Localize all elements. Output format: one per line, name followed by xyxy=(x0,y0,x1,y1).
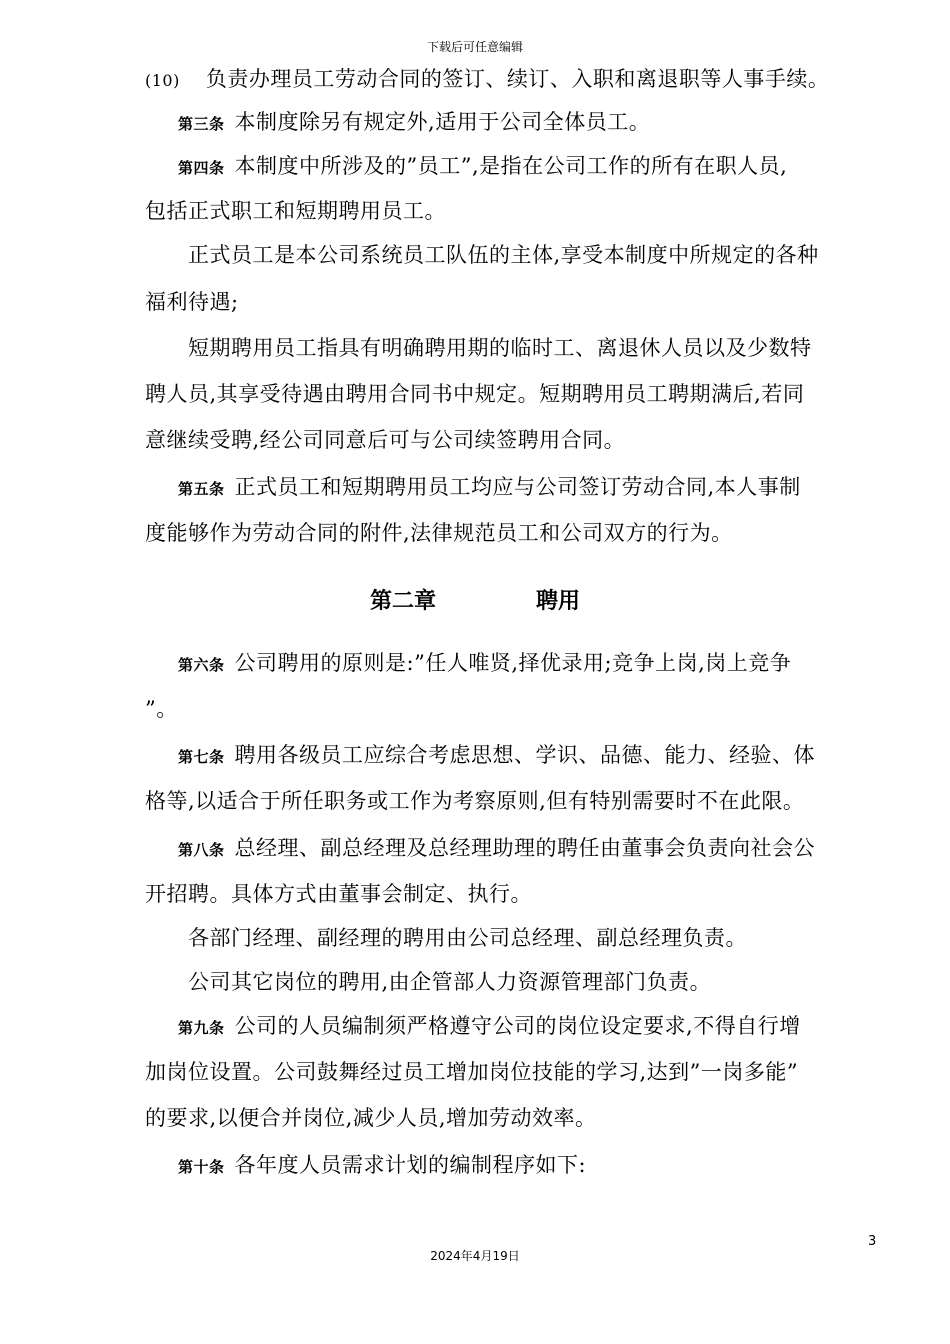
article-label: 第六条 xyxy=(178,656,225,674)
article-7 xyxy=(178,740,913,772)
article-8 xyxy=(178,833,913,865)
paragraph-line: 短期聘用员工指具有明确聘用期的临时工、离退休人员以及少数特 xyxy=(188,336,812,360)
chapter-number: 第二章 xyxy=(369,589,436,614)
paragraph-text: 本制度除另有规定外,适用于公司全体员工。 xyxy=(234,110,651,134)
paragraph-text: 各年度人员需求计划的编制程序如下: xyxy=(234,1153,587,1177)
article-10 xyxy=(178,1150,913,1182)
article-9 xyxy=(178,1011,913,1043)
article-label: 第四条 xyxy=(178,159,225,177)
page-header: 下载后可任意编辑 xyxy=(426,40,523,54)
paragraph-line: 福利待遇; xyxy=(145,290,239,314)
item-number: (10) xyxy=(145,71,180,90)
article-4 xyxy=(178,151,913,183)
article-label: 第十条 xyxy=(178,1158,225,1176)
paragraph-line: 包括正式职工和短期聘用员工。 xyxy=(145,199,446,223)
article-label: 第五条 xyxy=(178,480,225,498)
paragraph-line: ”。 xyxy=(145,697,178,721)
paragraph-line: 聘人员,其享受待遇由聘用合同书中规定。短期聘用员工聘期满后,若同 xyxy=(145,382,805,406)
paragraph-line: 各部门经理、副经理的聘用由公司总经理、副总经理负责。 xyxy=(188,926,747,950)
paragraph-text: 总经理、副总经理及总经理助理的聘任由董事会负责向社会公 xyxy=(234,836,816,860)
article-label: 第七条 xyxy=(178,748,225,766)
paragraph-text: 正式员工和短期聘用员工均应与公司签订劳动合同,本人事制 xyxy=(234,475,801,499)
paragraph-line: 度能够作为劳动合同的附件,法律规范员工和公司双方的行为。 xyxy=(145,521,733,545)
paragraph-line: 公司其它岗位的聘用,由企管部人力资源管理部门负责。 xyxy=(188,970,712,994)
article-3 xyxy=(178,107,913,139)
paragraph-text: 公司聘用的原则是:”任人唯贤,择优录用;竞争上岗,岗上竞争 xyxy=(234,651,792,675)
article-5 xyxy=(178,472,913,504)
paragraph-line: 加岗位设置。公司鼓舞经过员工增加岗位技能的学习,达到”一岗多能” xyxy=(145,1060,799,1084)
article-6 xyxy=(178,648,913,680)
article-label: 第八条 xyxy=(178,841,225,859)
article-label: 第三条 xyxy=(178,115,225,133)
paragraph-line: 正式员工是本公司系统员工队伍的主体,享受本制度中所规定的各种 xyxy=(188,243,819,267)
page-footer-date: 2024年4月19日 xyxy=(430,1249,520,1263)
paragraph-line: 开招聘。具体方式由董事会制定、执行。 xyxy=(145,882,532,906)
chapter-name: 聘用 xyxy=(536,589,581,614)
paragraph-text: 负责办理员工劳动合同的签订、续订、入职和离退职等人事手续。 xyxy=(205,67,830,91)
list-item-10 xyxy=(145,64,880,96)
paragraph-text: 公司的人员编制须严格遵守公司的岗位设定要求,不得自行增 xyxy=(234,1014,801,1038)
paragraph-text: 本制度中所涉及的”员工”,是指在公司工作的所有在职人员, xyxy=(234,154,788,178)
paragraph-line: 的要求,以便合并岗位,减少人员,增加劳动效率。 xyxy=(145,1106,597,1130)
page-number: 3 xyxy=(868,1234,877,1249)
article-label: 第九条 xyxy=(178,1019,225,1037)
chapter-title xyxy=(0,584,950,615)
paragraph-text: 聘用各级员工应综合考虑思想、学识、品德、能力、经验、体 xyxy=(234,743,816,767)
paragraph-line: 意继续受聘,经公司同意后可与公司续签聘用合同。 xyxy=(145,428,626,452)
paragraph-line: 格等,以适合于所任职务或工作为考察原则,但有特别需要时不在此限。 xyxy=(145,789,805,813)
